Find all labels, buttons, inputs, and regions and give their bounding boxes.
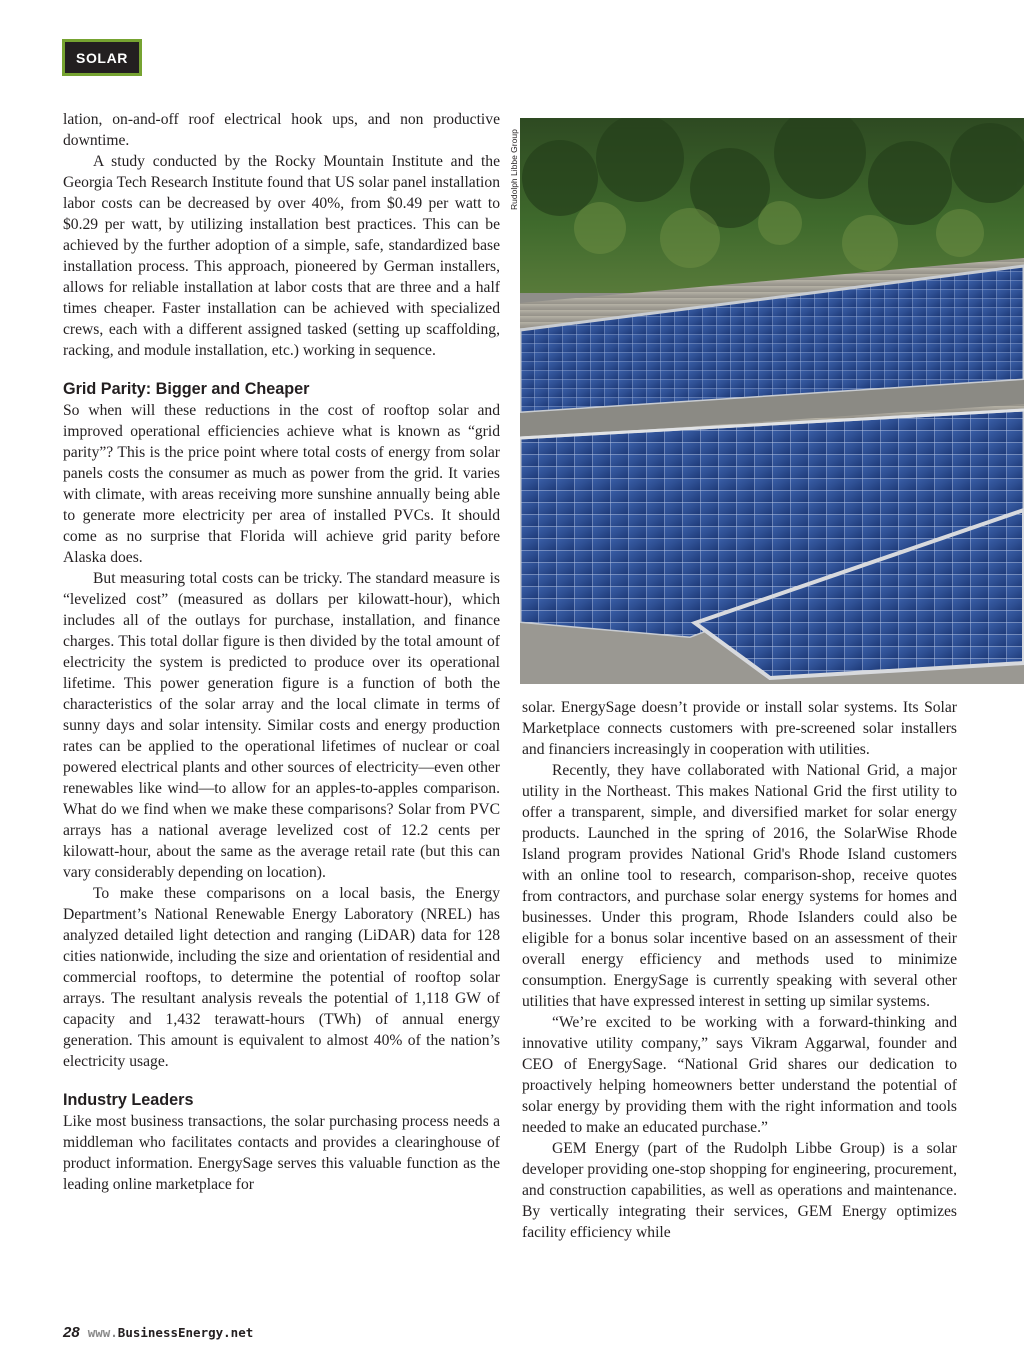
- body-paragraph: lation, on-and-off roof electrical hook ups, and non productive downtime.: [63, 111, 500, 149]
- body-paragraph: A study conducted by the Rocky Mountain Institute and the Georgia Tech Research Institute found that US solar panel installation labor costs can be decreased by over 40%, from $0.49 per watt to $0.29 per watt, by utilizing installation best practices. This can be achieved by the further adoption of a simple, safe, standardized base installation process. This approach, pioneered by German installers, allows for reliable installation at labor costs that are three and a half times cheaper. Faster installation can be achieved with specialized crews, each with a different assigned tasked (setting up scaffolding, racking, and module installation, etc.) working in sequence.: [63, 153, 500, 359]
- section-spacer: [63, 361, 500, 378]
- page-number: 28: [63, 1324, 80, 1341]
- section-tag: [62, 39, 142, 76]
- section-tag-label: SOLAR: [76, 49, 128, 66]
- left-column: [63, 109, 500, 1195]
- body-paragraph: solar. EnergySage doesn’t provide or install solar systems. Its Solar Marketplace connects customers with pre-screened solar installers and financiers increasingly in cooperation with utilities.: [522, 699, 957, 758]
- body-paragraph: But measuring total costs can be tricky. The standard measure is “levelized cost” (measured as dollars per kilowatt-hour), which includes all of the outlays for purchase, installation, and finance charges. This total dollar figure is then divided by the total amount of electricity the system is predicted to produce over its operational lifetime. This power generation figure is a function of both the characteristics of the solar array and the local climate in terms of sunny days and solar intensity. Similar costs and energy production rates can be applied to the operational lifetimes of nuclear or coal powered electrical plants and other sources of electricity—even other renewables like wind—to allow for an apples-to-apples comparison. What do we find when we make these comparisons? Solar from PVC arrays has a national average levelized cost of 12.2 cents per kilowatt-hour, about the same as the average retail rate (but this can vary considerably depending on location).: [63, 570, 500, 881]
- body-paragraph: Recently, they have collaborated with National Grid, a major utility in the Northeast. This makes National Grid the first utility to offer a transparent, simple, and diversified market for solar energy products. Launched in the spring of 2016, the SolarWise Rhode Island program provides National Grid's Rhode Island customers with an online tool to research, comparison-shop, receive quotes from contractors, and purchase solar energy systems for homes and businesses. Under this program, Rhode Islanders could also be eligible for a bonus solar incentive based on an assessment of their overall energy efficiency and methods used to minimize consumption. EnergySage is currently speaking with several other utilities that have expressed interest in setting up similar systems.: [522, 762, 957, 1010]
- website-main: BusinessEnergy.net: [117, 1325, 254, 1340]
- body-paragraph: To make these comparisons on a local basis, the Energy Department’s National Renewable Energy Laboratory (NREL) has analyzed detailed light detection and ranging (LiDAR) data for 128 cities nationwide, including the size and orientation of residential and commercial rooftops, to determine the potential of rooftop solar arrays. The resultant analysis reveals the potential of 1,118 GW of capacity and 1,432 terawatt-hours (TWh) of annual energy generation. This amount is equivalent to almost 40% of the nation’s electricity usage.: [63, 885, 500, 1070]
- section-heading: Industry Leaders: [63, 1091, 194, 1109]
- page-footer: [63, 1324, 253, 1342]
- body-paragraph: Like most business transactions, the solar purchasing process needs a middleman who facilitates contacts and provides a clearinghouse of product information. EnergySage serves this valuable function as the leading online marketplace for: [63, 1113, 500, 1193]
- section-heading: Grid Parity: Bigger and Cheaper: [63, 380, 310, 398]
- body-paragraph: GEM Energy (part of the Rudolph Libbe Group) is a solar developer providing one-stop shopping for engineering, procurement, and construction capabilities, as well as operations and maintenance. By vertically integrating their services, GEM Energy optimizes facility efficiency while: [522, 1140, 957, 1241]
- body-paragraph: So when will these reductions in the cost of rooftop solar and improved operational efficiencies achieve what is known as “grid parity”? This is the price point where total costs of energy from solar panels costs the consumer as much as power from the grid. It varies with climate, with areas receiving more sunshine annually being able to generate more electricity per area of installed PVCs. It should come as no surprise that Florida will achieve grid parity before Alaska does.: [63, 402, 500, 566]
- website-url[interactable]: [88, 1325, 254, 1340]
- body-paragraph: “We’re excited to be working with a forward-thinking and innovative utility company,” says Vikram Aggarwal, founder and CEO of EnergySage. “National Grid shares our dedication to proactively helping homeowners better understand the potential of solar energy by providing them with the right information and tools needed to make an educated purchase.”: [522, 1014, 957, 1136]
- solar-panel-photo: [520, 118, 1024, 684]
- website-prefix: www.: [87, 1325, 118, 1340]
- section-spacer: [63, 1072, 500, 1089]
- photo-credit-text: Rudolph Libbe Group: [509, 129, 519, 210]
- right-column: [522, 697, 957, 1243]
